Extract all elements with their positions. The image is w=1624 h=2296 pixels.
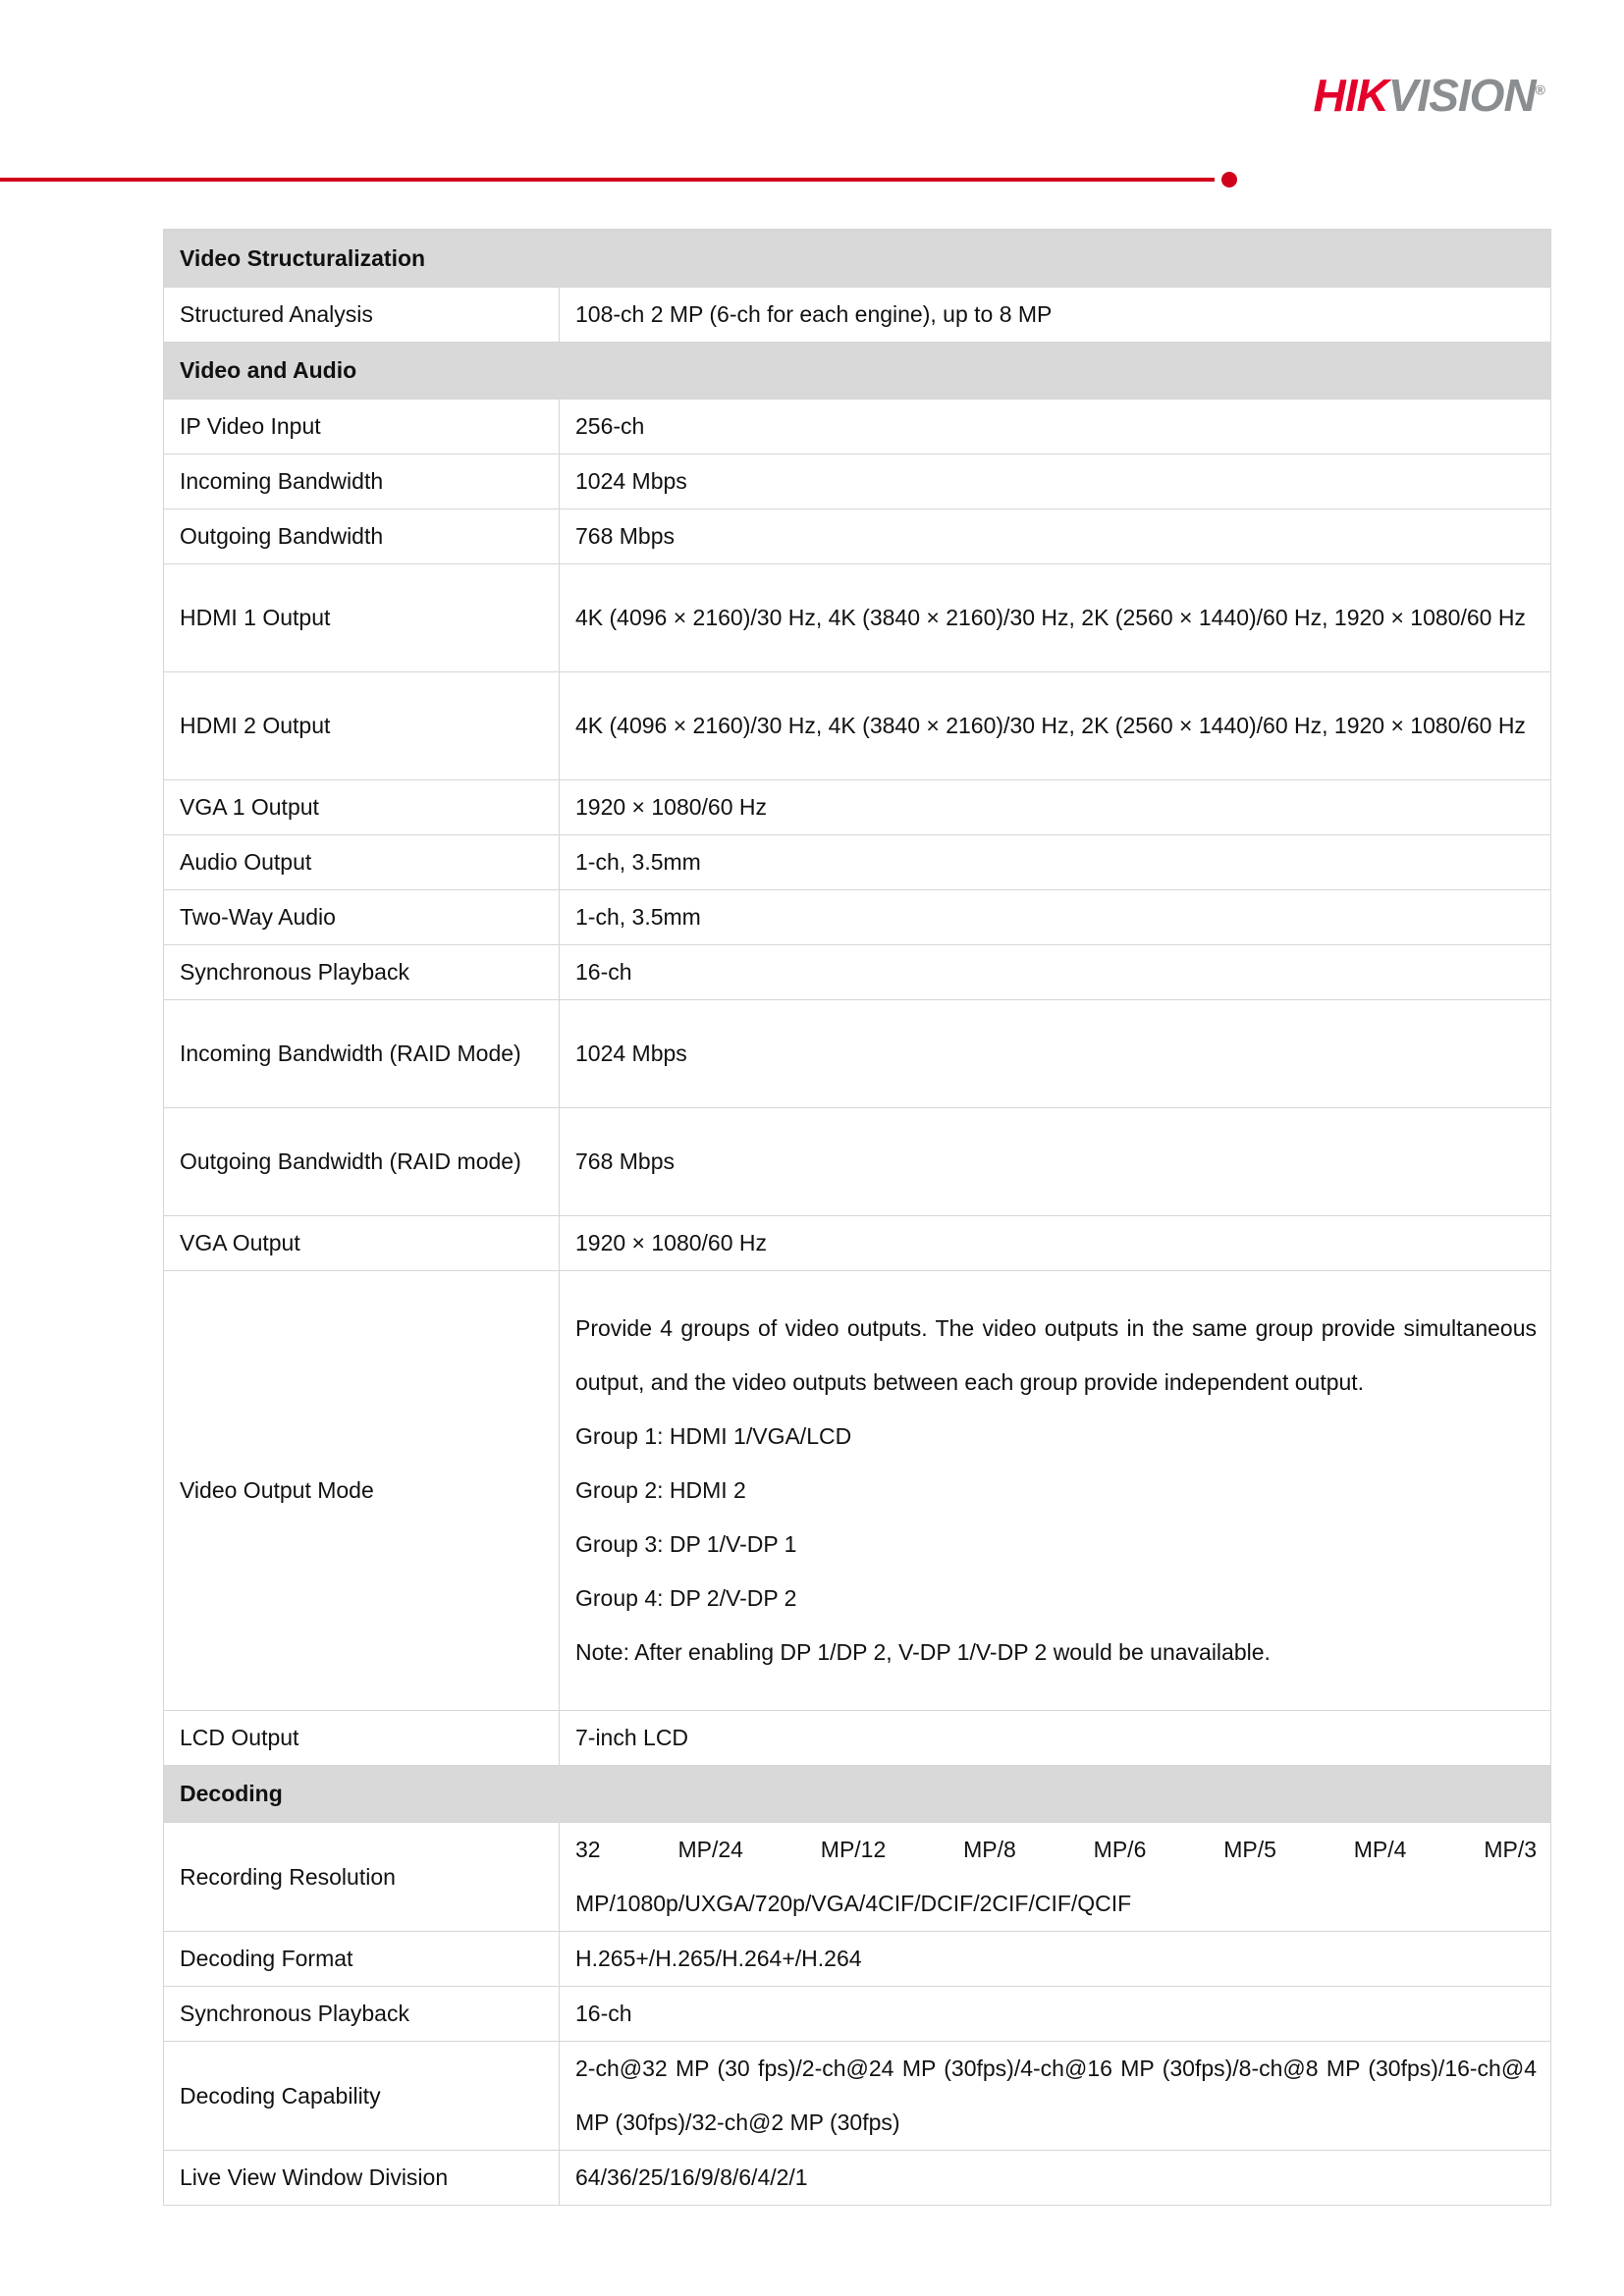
specification-table <box>163 229 1551 2206</box>
spec-value: 768 Mbps <box>575 523 676 549</box>
spec-value: 256-ch <box>575 413 645 439</box>
spec-value: 4K (4096 × 2160)/30 Hz, 4K (3840 × 2160)/30 Hz, 2K (2560 × 1440)/60 Hz, 1920 × 1080/60 Hz <box>575 713 1526 738</box>
value-line: Group 2: HDMI 2 <box>575 1477 746 1503</box>
spec-value: 1024 Mbps <box>575 468 687 494</box>
spec-value: 2-ch@32 MP (30 fps)/2-ch@24 MP (30fps)/4-ch@16 MP (30fps)/8-ch@8 MP (30fps)/16-ch@4 MP (30fps)/32-ch@2 MP (30fps) <box>575 2056 1537 2135</box>
spec-label: Live View Window Division <box>180 2164 449 2190</box>
table-row <box>164 287 1550 342</box>
section-header-row <box>164 1765 1550 1822</box>
spec-value: 1-ch, 3.5mm <box>575 904 701 930</box>
spec-value: 1920 × 1080/60 Hz <box>575 1230 768 1255</box>
spec-value: 768 Mbps <box>575 1148 676 1174</box>
registered-trademark-icon: ® <box>1535 81 1545 98</box>
spec-value: 108-ch 2 MP (6-ch for each engine), up to 8 MP <box>575 301 1053 327</box>
spec-label: Outgoing Bandwidth <box>180 523 384 549</box>
spec-label: Decoding Capability <box>180 2082 381 2109</box>
spec-value: 1920 × 1080/60 Hz <box>575 794 768 820</box>
table-row <box>164 563 1550 671</box>
table-row <box>164 1107 1550 1215</box>
spec-value <box>575 1302 1537 1680</box>
value-line: Group 3: DP 1/V-DP 1 <box>575 1531 797 1557</box>
table-row <box>164 508 1550 563</box>
table-row <box>164 779 1550 834</box>
table-row <box>164 999 1550 1107</box>
table-row <box>164 1270 1550 1710</box>
table-row <box>164 454 1550 508</box>
spec-label: HDMI 1 Output <box>180 605 331 630</box>
spec-label: Incoming Bandwidth (RAID Mode) <box>180 1041 521 1066</box>
table-row <box>164 1822 1550 1931</box>
spec-label: LCD Output <box>180 1725 299 1750</box>
spec-value: 16-ch <box>575 959 632 985</box>
table-row <box>164 2041 1550 2150</box>
table-row <box>164 889 1550 944</box>
table-row <box>164 399 1550 454</box>
value-line: Note: After enabling DP 1/DP 2, V-DP 1/V-DP 2 would be unavailable. <box>575 1639 1271 1665</box>
logo-hik-text: HIK <box>1313 70 1388 121</box>
spec-label: IP Video Input <box>180 413 321 439</box>
value-line: Group 4: DP 2/V-DP 2 <box>575 1585 797 1611</box>
spec-value: 32 MP/24 MP/12 MP/8 MP/6 MP/5 MP/4 MP/3 MP/1080p/UXGA/720p/VGA/4CIF/DCIF/2CIF/CIF/QCIF <box>575 1837 1537 1916</box>
value-line: Group 1: HDMI 1/VGA/LCD <box>575 1423 852 1449</box>
spec-label: Outgoing Bandwidth (RAID mode) <box>180 1148 521 1174</box>
header-rule-dot-icon <box>1221 172 1237 187</box>
spec-label: Structured Analysis <box>180 301 373 327</box>
table-row <box>164 1986 1550 2041</box>
section-title: Decoding <box>180 1781 283 1806</box>
spec-value: 4K (4096 × 2160)/30 Hz, 4K (3840 × 2160)/30 Hz, 2K (2560 × 1440)/60 Hz, 1920 × 1080/60 Hz <box>575 605 1526 630</box>
spec-value: 64/36/25/16/9/8/6/4/2/1 <box>575 2164 808 2190</box>
table-row <box>164 1710 1550 1765</box>
table-row <box>164 671 1550 779</box>
value-line: Provide 4 groups of video outputs. The video outputs in the same group provide simultaneous output, and the video outputs between each group provide independent output. <box>575 1315 1537 1395</box>
spec-label: Audio Output <box>180 849 312 875</box>
spec-label: Two-Way Audio <box>180 904 336 930</box>
spec-value: H.265+/H.265/H.264+/H.264 <box>575 1946 862 1971</box>
logo-vision-text: VISION <box>1387 70 1536 121</box>
spec-label: Synchronous Playback <box>180 2001 409 2026</box>
spec-label: HDMI 2 Output <box>180 713 331 738</box>
spec-label: VGA Output <box>180 1230 300 1255</box>
table-row <box>164 944 1550 999</box>
spec-value: 16-ch <box>575 2001 632 2026</box>
section-title: Video and Audio <box>180 357 357 383</box>
spec-value: 1024 Mbps <box>575 1041 687 1066</box>
table-row <box>164 834 1550 889</box>
spec-label: Video Output Mode <box>180 1477 374 1503</box>
section-header-row <box>164 230 1550 287</box>
section-header-row <box>164 342 1550 399</box>
spec-label: Recording Resolution <box>180 1863 396 1890</box>
spec-label: Synchronous Playback <box>180 959 409 985</box>
section-title: Video Structuralization <box>180 245 426 271</box>
spec-label: VGA 1 Output <box>180 794 319 820</box>
spec-label: Incoming Bandwidth <box>180 468 384 494</box>
hikvision-logo <box>1314 69 1546 122</box>
spec-value: 1-ch, 3.5mm <box>575 849 701 875</box>
spec-label: Decoding Format <box>180 1946 353 1971</box>
table-row <box>164 1931 1550 1986</box>
table-row <box>164 2150 1550 2205</box>
header-rule-line <box>0 178 1215 182</box>
spec-value: 7-inch LCD <box>575 1725 689 1750</box>
table-row <box>164 1215 1550 1270</box>
